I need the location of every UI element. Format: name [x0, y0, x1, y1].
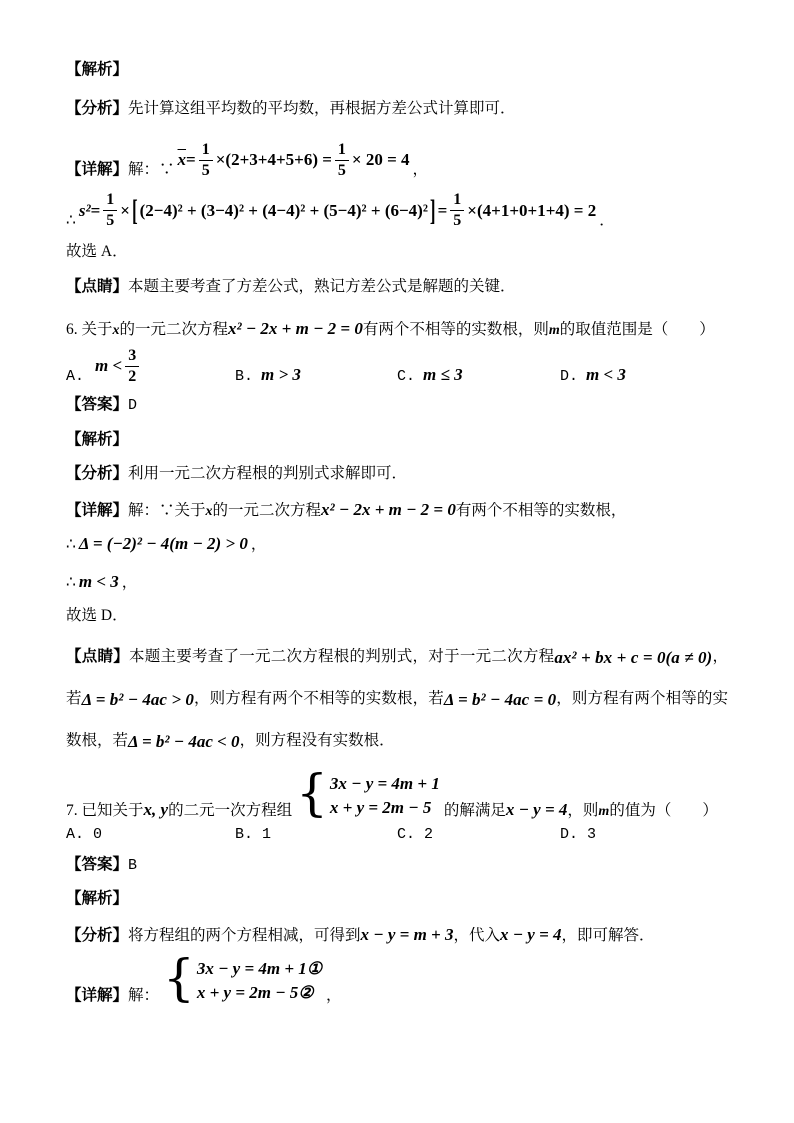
left-brace: {: [296, 764, 328, 823]
option-b-label: B.: [235, 368, 254, 386]
q6-dianjing-paragraph: [66, 636, 728, 762]
fraction-numerator: 1: [453, 191, 462, 209]
quadratic-equation: x² − 2x + m − 2 = 0: [228, 318, 363, 338]
fraction-denominator: 5: [450, 210, 464, 230]
fraction-denominator: 2: [125, 366, 139, 386]
fraction-denominator: 5: [103, 210, 117, 230]
comma-suffix: ，: [121, 573, 138, 591]
option-d-label: D.: [560, 368, 579, 386]
equation-system: [296, 764, 440, 823]
q5-fenxi-paragraph: [66, 99, 728, 119]
equation-system-numbered: [163, 949, 323, 1008]
q6-text: 的取值范围是（ ）: [559, 320, 715, 338]
variables-x-y: x, y: [143, 799, 169, 819]
xiangjie-label-wrap: [66, 983, 159, 1005]
equals-sign: =: [90, 200, 101, 220]
q6-answer-value: D: [128, 397, 138, 415]
dj-text: 本题主要考查了一元二次方程根的判别式，对于一元二次方程: [129, 648, 555, 666]
fenxi-text: ，即可解答．: [561, 927, 655, 945]
q7-xiangjie-line: [66, 949, 728, 1008]
fenxi-label: 【分析】: [66, 464, 129, 482]
option-d-math: m < 3: [586, 365, 626, 385]
q6-m-less-3-line: [66, 570, 728, 592]
variable-x: x: [112, 322, 120, 338]
discriminant-zero: Δ = b² − 4ac = 0: [443, 690, 557, 710]
discriminant-inequality: Δ = (−2)² − 4(m − 2) > 0: [78, 533, 248, 553]
mean-result: × 20 = 4: [351, 150, 410, 170]
xiangjie-label: [66, 498, 206, 520]
quadratic-equation: x² − 2x + m − 2 = 0: [321, 499, 456, 519]
xiangjie-label: [66, 157, 175, 179]
q5-jiexi-paragraph: [66, 60, 728, 80]
xiangjie-label-text: 【详解】: [66, 161, 129, 179]
question-7-stem: [66, 764, 728, 823]
x-minus-y-equals-4: x − y = 4: [500, 925, 562, 945]
q7-text: 的二元一次方程组: [168, 801, 293, 819]
q6-option-b: [235, 365, 397, 385]
equals-sign: =: [186, 150, 196, 170]
q6-xj-text: 的一元二次方程: [212, 501, 322, 519]
times-sign: ×: [120, 200, 130, 220]
left-bracket: [: [131, 193, 138, 227]
q6-text: 有两个不相等的实数根，则: [362, 320, 549, 338]
therefore-symbol: ∴: [66, 535, 76, 553]
xiangjie-label-text: 【详解】: [66, 986, 129, 1004]
m-less-than-3: m < 3: [78, 571, 119, 591]
daan-label: 【答案】: [66, 396, 129, 414]
q6-fenxi-paragraph: [66, 464, 728, 484]
q6-option-a: [66, 347, 235, 385]
q6-jiexi-paragraph: [66, 430, 728, 450]
question-6-stem: [66, 317, 728, 339]
period-suffix: ．: [599, 211, 615, 229]
squared-deviation-terms: (2−4)² + (3−4)² + (4−4)² + (5−4)² + (6−4)²: [139, 200, 428, 220]
q7-option-b: B. 1: [235, 825, 272, 843]
daan-label: 【答案】: [66, 855, 129, 873]
q7-text: ，则: [567, 801, 599, 819]
option-a-math: [95, 347, 142, 385]
q6-xj-text: 有两个不相等的实数根，: [455, 501, 627, 519]
comma-suffix: ，: [250, 535, 267, 553]
option-b-math: m > 3: [261, 365, 301, 385]
variance-formula: [79, 191, 596, 229]
jiexi-label: 【解析】: [66, 430, 129, 448]
q6-xiangjie-line: [66, 498, 728, 520]
q6-option-d: [560, 365, 626, 385]
q7-fenxi-line: [66, 923, 728, 945]
dianjing-label: 【点睛】: [66, 277, 129, 295]
dj-text: ，若: [66, 648, 728, 708]
equals-sign: =: [437, 200, 448, 220]
comma-suffix: ，: [326, 986, 342, 1004]
variable-x: x: [205, 503, 213, 519]
q5-variance-formula-line: [66, 191, 728, 229]
x-minus-y-equals-m-plus-3: x − y = m + 3: [360, 925, 454, 945]
xiangjie-prefix: 解：: [128, 986, 160, 1004]
fraction-one-fifth: [103, 191, 117, 229]
fraction-one-fifth: [450, 191, 464, 229]
option-a-label: A.: [66, 368, 85, 386]
variable-m: m: [598, 803, 610, 819]
comma-suffix: ，: [412, 161, 429, 179]
system-equation-2: x + y = 2m − 5: [329, 798, 432, 818]
fraction-one-fifth: [335, 141, 349, 179]
q7-text: 的解满足: [443, 801, 506, 819]
jiexi-label: 【解析】: [66, 890, 129, 908]
variable-m: m: [548, 322, 560, 338]
fenxi-label-text: 【分析】: [66, 927, 129, 945]
dj-text: ，则方程有两个相等的实数根，若: [66, 690, 728, 750]
mean-sum-terms: ×(2+3+4+5+6) =: [215, 150, 332, 170]
q6-answer-choice-line: 故选 D．: [66, 606, 128, 624]
fenxi-text: 先计算这组平均数的平均数，再根据方差公式计算即可．: [128, 100, 516, 118]
q7-jiexi-paragraph: [66, 889, 728, 909]
discriminant-positive: Δ = b² − 4ac > 0: [81, 690, 194, 710]
system-equations: [195, 959, 322, 1003]
fraction-numerator: 1: [337, 141, 346, 159]
fenxi-label-wrap: [66, 923, 361, 945]
system-equations: [328, 774, 440, 818]
fraction-denominator: 5: [335, 160, 349, 180]
dj-text: ，则方程没有实数根．: [239, 732, 395, 750]
fenxi-text: 将方程组的两个方程相减，可得到: [128, 927, 361, 945]
fraction-numerator: 3: [128, 346, 137, 364]
variance-result: ×(4+1+0+1+4) = 2: [467, 200, 597, 220]
q7-text: 的值为（ ）: [609, 801, 718, 819]
option-c-label: C.: [397, 368, 416, 386]
fenxi-text: ，代入: [453, 927, 500, 945]
fenxi-text: 利用一元二次方程根的判别式求解即可．: [128, 464, 408, 482]
q6-option-c: [397, 365, 560, 385]
system-equation-1: 3x − y = 4m + 1①: [196, 958, 323, 978]
x-minus-y-equals-4: x − y = 4: [505, 799, 568, 819]
q5-mean-formula-line: [66, 141, 728, 179]
question-6-options: [66, 347, 728, 385]
q7-option-a: A. 0: [66, 825, 103, 843]
x-bar-variable: $\overline{x}$: [177, 150, 187, 170]
q6-text: 的一元二次方程: [119, 320, 229, 338]
xiangjie-label-text: 【详解】: [66, 501, 129, 519]
therefore-symbol: ∴: [66, 211, 76, 229]
xiangjie-prefix: 解：∵关于: [128, 501, 206, 519]
q7-answer-value: B: [128, 856, 138, 874]
option-c-math: m ≤ 3: [423, 365, 463, 385]
q5-dianjing-paragraph: [66, 277, 728, 297]
dianjing-label: 【点睛】: [66, 648, 130, 666]
q6-discriminant-line: [66, 532, 728, 554]
fraction-three-halves: [125, 347, 139, 385]
q6-number-and-text: 6. 关于: [66, 320, 113, 338]
therefore-symbol: ∴: [66, 573, 76, 591]
fraction-numerator: 1: [106, 191, 115, 209]
q5-answer-choice-line: 故选 A．: [66, 242, 128, 260]
jiexi-label: 【解析】: [66, 61, 129, 78]
fraction-numerator: 1: [201, 141, 210, 159]
s-squared-variable: s²: [78, 200, 91, 220]
mean-formula: [178, 141, 410, 179]
q7-number-and-text: 7. 已知关于: [66, 801, 144, 819]
fraction-one-fifth: [199, 141, 213, 179]
system-equation-1: 3x − y = 4m + 1: [329, 773, 440, 793]
general-quadratic: ax² + bx + c = 0(a ≠ 0): [554, 648, 713, 668]
system-equation-2: x + y = 2m − 5②: [196, 983, 314, 1003]
xiangjie-prefix: 解：∵: [128, 161, 175, 179]
dj-text: ，则方程有两个不相等的实数根，若: [193, 690, 444, 708]
q6-answer-paragraph: [66, 395, 728, 416]
m-less-than: m <: [95, 356, 123, 376]
fenxi-label: 【分析】: [66, 100, 129, 118]
fraction-denominator: 5: [199, 160, 213, 180]
dianjing-text: 本题主要考查了方差公式，熟记方差公式是解题的关键．: [128, 277, 516, 295]
right-bracket: ]: [429, 193, 436, 227]
q7-answer-paragraph: [66, 855, 728, 876]
question-7-options: [66, 826, 728, 843]
left-brace: {: [163, 949, 195, 1008]
q7-option-c: C. 2: [397, 825, 434, 843]
discriminant-negative: Δ = b² − 4ac < 0: [128, 732, 240, 752]
q7-option-d: D. 3: [560, 825, 597, 843]
